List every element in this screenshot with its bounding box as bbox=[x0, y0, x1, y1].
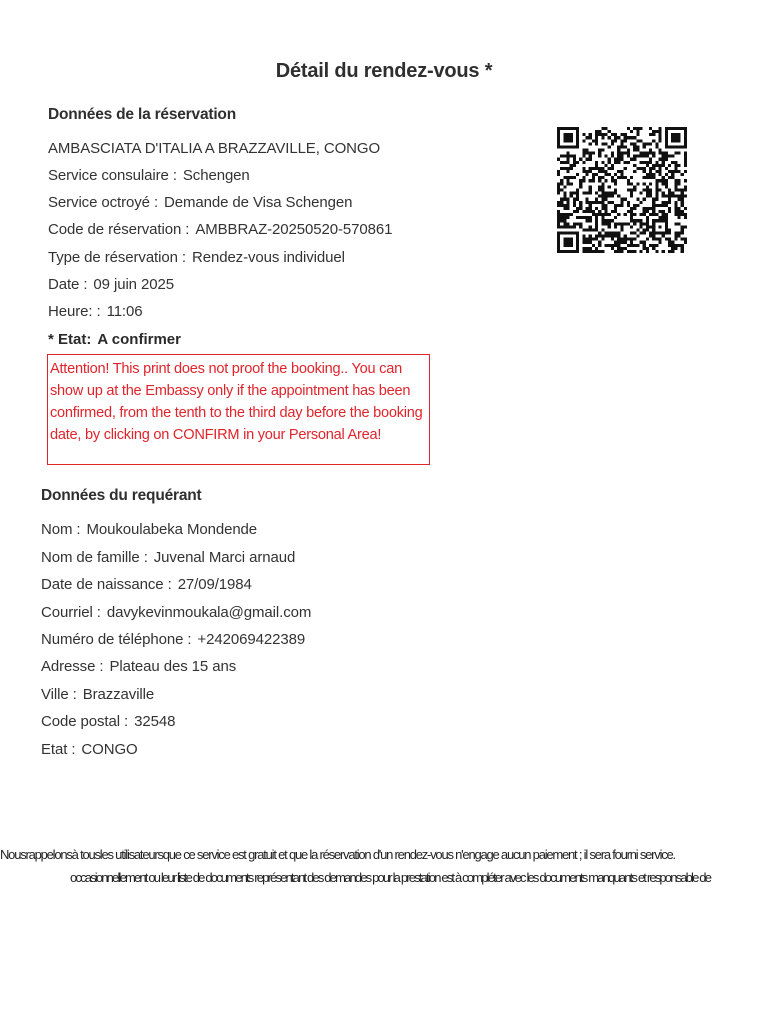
field-label: Date de naissance : bbox=[41, 576, 172, 593]
status-label: * Etat: bbox=[48, 331, 92, 348]
applicant-field-birth-date bbox=[41, 576, 252, 593]
embassy-name: AMBASCIATA D'ITALIA A BRAZZAVILLE, CONGO bbox=[48, 140, 381, 157]
reservation-field-booking-code bbox=[48, 221, 392, 238]
page-title: Détail du rendez-vous * bbox=[275, 60, 493, 82]
applicant-field-address bbox=[41, 658, 236, 675]
field-value: +242069422389 bbox=[197, 631, 306, 648]
field-value: AMBBRAZ-20250520-570861 bbox=[195, 221, 393, 238]
field-label: Nom de famille : bbox=[41, 549, 148, 566]
applicant-field-postal-code bbox=[41, 713, 175, 730]
reservation-field-booking-type bbox=[48, 249, 345, 266]
applicant-field-first-name bbox=[41, 521, 257, 538]
reservation-field-time bbox=[48, 303, 143, 320]
field-label: Code postal : bbox=[41, 713, 129, 730]
field-value: Plateau des 15 ans bbox=[109, 658, 237, 675]
applicant-heading: Données du requérant bbox=[41, 487, 202, 504]
field-label: Date : bbox=[48, 276, 88, 293]
field-value: 11:06 bbox=[106, 303, 143, 320]
status-value: A confirmer bbox=[97, 331, 181, 348]
field-label: Etat : bbox=[41, 741, 76, 758]
field-label: Adresse : bbox=[41, 658, 104, 675]
field-value: Demande de Visa Schengen bbox=[164, 194, 353, 211]
warning-notice: Attention! This print does not proof the booking.. You can show up at the Embassy only if the appointment has been confirmed, from the tenth to the third day before the booking date, by clicking on CONFIRM in your Personal Area! bbox=[47, 354, 430, 465]
reservation-field-granted-service bbox=[48, 194, 352, 211]
field-label: Code de réservation : bbox=[48, 221, 190, 238]
qr-code-icon bbox=[557, 127, 687, 253]
reservation-field-consular-service bbox=[48, 167, 250, 184]
field-label: Numéro de téléphone : bbox=[41, 631, 192, 648]
qr-modules bbox=[557, 127, 687, 253]
reservation-field-date bbox=[48, 276, 174, 293]
field-value: davykevinmoukala@gmail.com bbox=[106, 604, 312, 621]
reservation-heading: Données de la réservation bbox=[48, 106, 236, 123]
field-label: Ville : bbox=[41, 686, 77, 703]
footer-notice-line-2: occasionnellement ou leur liste de documents représentant des demandes pour la prestation est à compléter avec les documents manquants et responsable de bbox=[70, 870, 711, 885]
field-label: Nom : bbox=[41, 521, 81, 538]
field-value: 32548 bbox=[134, 713, 176, 730]
field-label: Service octroyé : bbox=[48, 194, 159, 211]
booking-status bbox=[48, 331, 181, 348]
applicant-field-last-name bbox=[41, 549, 295, 566]
field-value: CONGO bbox=[81, 741, 138, 758]
field-value: Brazzaville bbox=[82, 686, 155, 703]
applicant-field-country bbox=[41, 741, 138, 758]
qr-code-graphic bbox=[557, 127, 687, 253]
footer-notice-line-1: Nousrappelonsà tousles utilisateursque ce service est gratuit et que la réservation d'un rendez-vous n'engage aucun paiement ; il sera fourni service. bbox=[0, 847, 675, 862]
field-value: Rendez-vous individuel bbox=[191, 249, 345, 266]
field-label: Heure: : bbox=[48, 303, 101, 320]
field-label: Courriel : bbox=[41, 604, 101, 621]
field-label: Service consulaire : bbox=[48, 167, 177, 184]
field-value: Moukoulabeka Mondende bbox=[86, 521, 258, 538]
field-value: 09 juin 2025 bbox=[93, 276, 174, 293]
field-value: Schengen bbox=[182, 167, 250, 184]
field-label: Type de réservation : bbox=[48, 249, 186, 266]
applicant-field-email bbox=[41, 604, 311, 621]
field-value: 27/09/1984 bbox=[177, 576, 252, 593]
field-value: Juvenal Marci arnaud bbox=[153, 549, 296, 566]
applicant-field-city bbox=[41, 686, 154, 703]
applicant-field-phone bbox=[41, 631, 305, 648]
